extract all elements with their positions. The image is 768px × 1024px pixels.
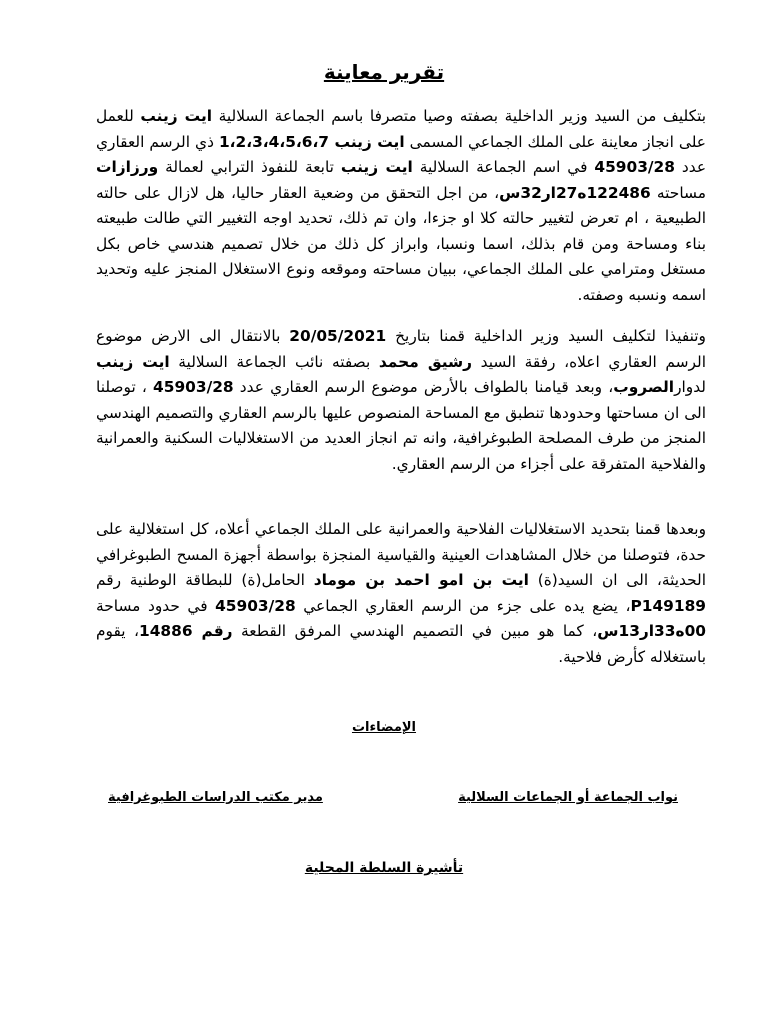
text-run: ، يضع يده على جزء من الرسم العقاري الجماعي bbox=[295, 596, 631, 615]
text-run: مساحته bbox=[650, 183, 706, 202]
text-run: ، يقوم باستغلاله كأرض فلاحية. bbox=[96, 622, 706, 666]
text-run: وبعدها قمنا بتحديد الاستغلاليات الفلاحية والعمرانية على الملك الجماعي أعلاه، كل استغلالية على حدة، فتوصلنا من خلال المشاهدات العينية والقياسية المنجزة بواسطة أجهزة المسح الطبوغرافي الحديثة، الى ان السيد(ة) bbox=[96, 520, 706, 589]
emphasized-text: 00ه33ار13س bbox=[597, 622, 706, 640]
text-run: بتكليف من السيد وزير الداخلية بصفته وصيا متصرفا باسم الجماعة السلالية bbox=[212, 107, 707, 125]
page-title: تقرير معاينة bbox=[323, 60, 445, 84]
emphasized-text: ايت زينب bbox=[96, 352, 170, 371]
signatures-heading: الإمضاءات bbox=[351, 720, 417, 735]
signature-label-community-representatives: نواب الجماعة أو الجماعات السلالية bbox=[458, 790, 678, 805]
emphasized-text: ايت زينب bbox=[140, 107, 213, 125]
text-run: ذي الرسم العقاري عدد bbox=[96, 132, 707, 176]
paragraph-assignment bbox=[96, 104, 706, 308]
emphasized-text: الصروب bbox=[613, 378, 675, 396]
text-run: ، وبعد قيامنا بالطواف بالأرض موضوع الرسم العقاري عدد bbox=[233, 378, 614, 396]
text-run: للعمل على انجاز معاينة على الملك الجماعي المسمى bbox=[96, 107, 706, 151]
text-run: في اسم الجماعة السلالية bbox=[412, 158, 595, 176]
text-run: بالانتقال الى الارض موضوع الرسم العقاري اعلاه، رفقة السيد bbox=[96, 327, 707, 371]
emphasized-text: ايت زينب bbox=[340, 158, 413, 176]
text-run: ، توصلنا الى ان مساحتها وحدودها تنطبق مع المساحة المنصوص عليها بالرسم العقاري والتصميم الهندسي المنجز من طرف المصلحة الطبوغرافية، وانه تم انجاز العديد من الاستغلاليات السكنية والعمرانية والفلاحية المتفرقة على أجزاء من الرسم العقاري. bbox=[96, 378, 706, 473]
text-run: ، من اجل التحقق من وضعية العقار حاليا، هل لازال على حالته الطبيعية ، ام تعرض لتغيير حالته كلا او جزءا، وان تم ذلك، تحديد اوجه التغيير التي طالت طبيعته بناء ومساحة ومن قام بذلك، اسما ونسبا، وابراز كل ذلك من خلال تصميم هندسي خاص بكل مستغل ومترامي على الملك الجماعي، ببيان مساحته وموقعه ونوع الاستغلال المنجز عليه وتحديد اسمه ونسبه وصفته. bbox=[96, 183, 706, 304]
text-run: تابعة للنفوذ الترابي لعمالة bbox=[158, 158, 341, 176]
emphasized-text: رقم 14886 bbox=[139, 622, 233, 640]
text-run: في حدود مساحة bbox=[96, 596, 216, 615]
text-run: ، كما هو مبين في التصميم الهندسي المرفق القطعة bbox=[232, 622, 598, 640]
emphasized-text: 45903/28 bbox=[215, 596, 296, 615]
emphasized-text: ايت زينب 1،2،3،4،5،6،7 bbox=[218, 132, 405, 151]
text-run: الحامل(ة) للبطاقة الوطنية رقم bbox=[96, 571, 314, 589]
local-authority-visa: تأشيرة السلطة المحلية bbox=[304, 860, 464, 876]
emphasized-text: 122486ه27ار32س bbox=[499, 183, 651, 202]
text-run: لدوار bbox=[674, 378, 706, 396]
emphasized-text: 45903/28 bbox=[594, 158, 675, 176]
emphasized-text: رشيق محمد bbox=[378, 352, 472, 371]
emphasized-text: ايت بن امو احمد بن موماد bbox=[313, 571, 529, 589]
emphasized-text: ورزازات bbox=[96, 158, 159, 176]
paragraph-findings bbox=[96, 517, 706, 670]
emphasized-text: P149189 bbox=[630, 596, 706, 615]
paragraph-execution bbox=[96, 324, 706, 477]
signature-label-topography-office-director: مدير مكتب الدراسات الطبوغرافية bbox=[108, 790, 323, 805]
text-run: وتنفيذا لتكليف السيد وزير الداخلية قمنا بتاريخ bbox=[386, 327, 706, 345]
emphasized-text: 45903/28 bbox=[153, 378, 234, 396]
emphasized-text: 20/05/2021 bbox=[289, 327, 387, 345]
text-run: بصفته نائب الجماعة السلالية bbox=[169, 352, 379, 371]
